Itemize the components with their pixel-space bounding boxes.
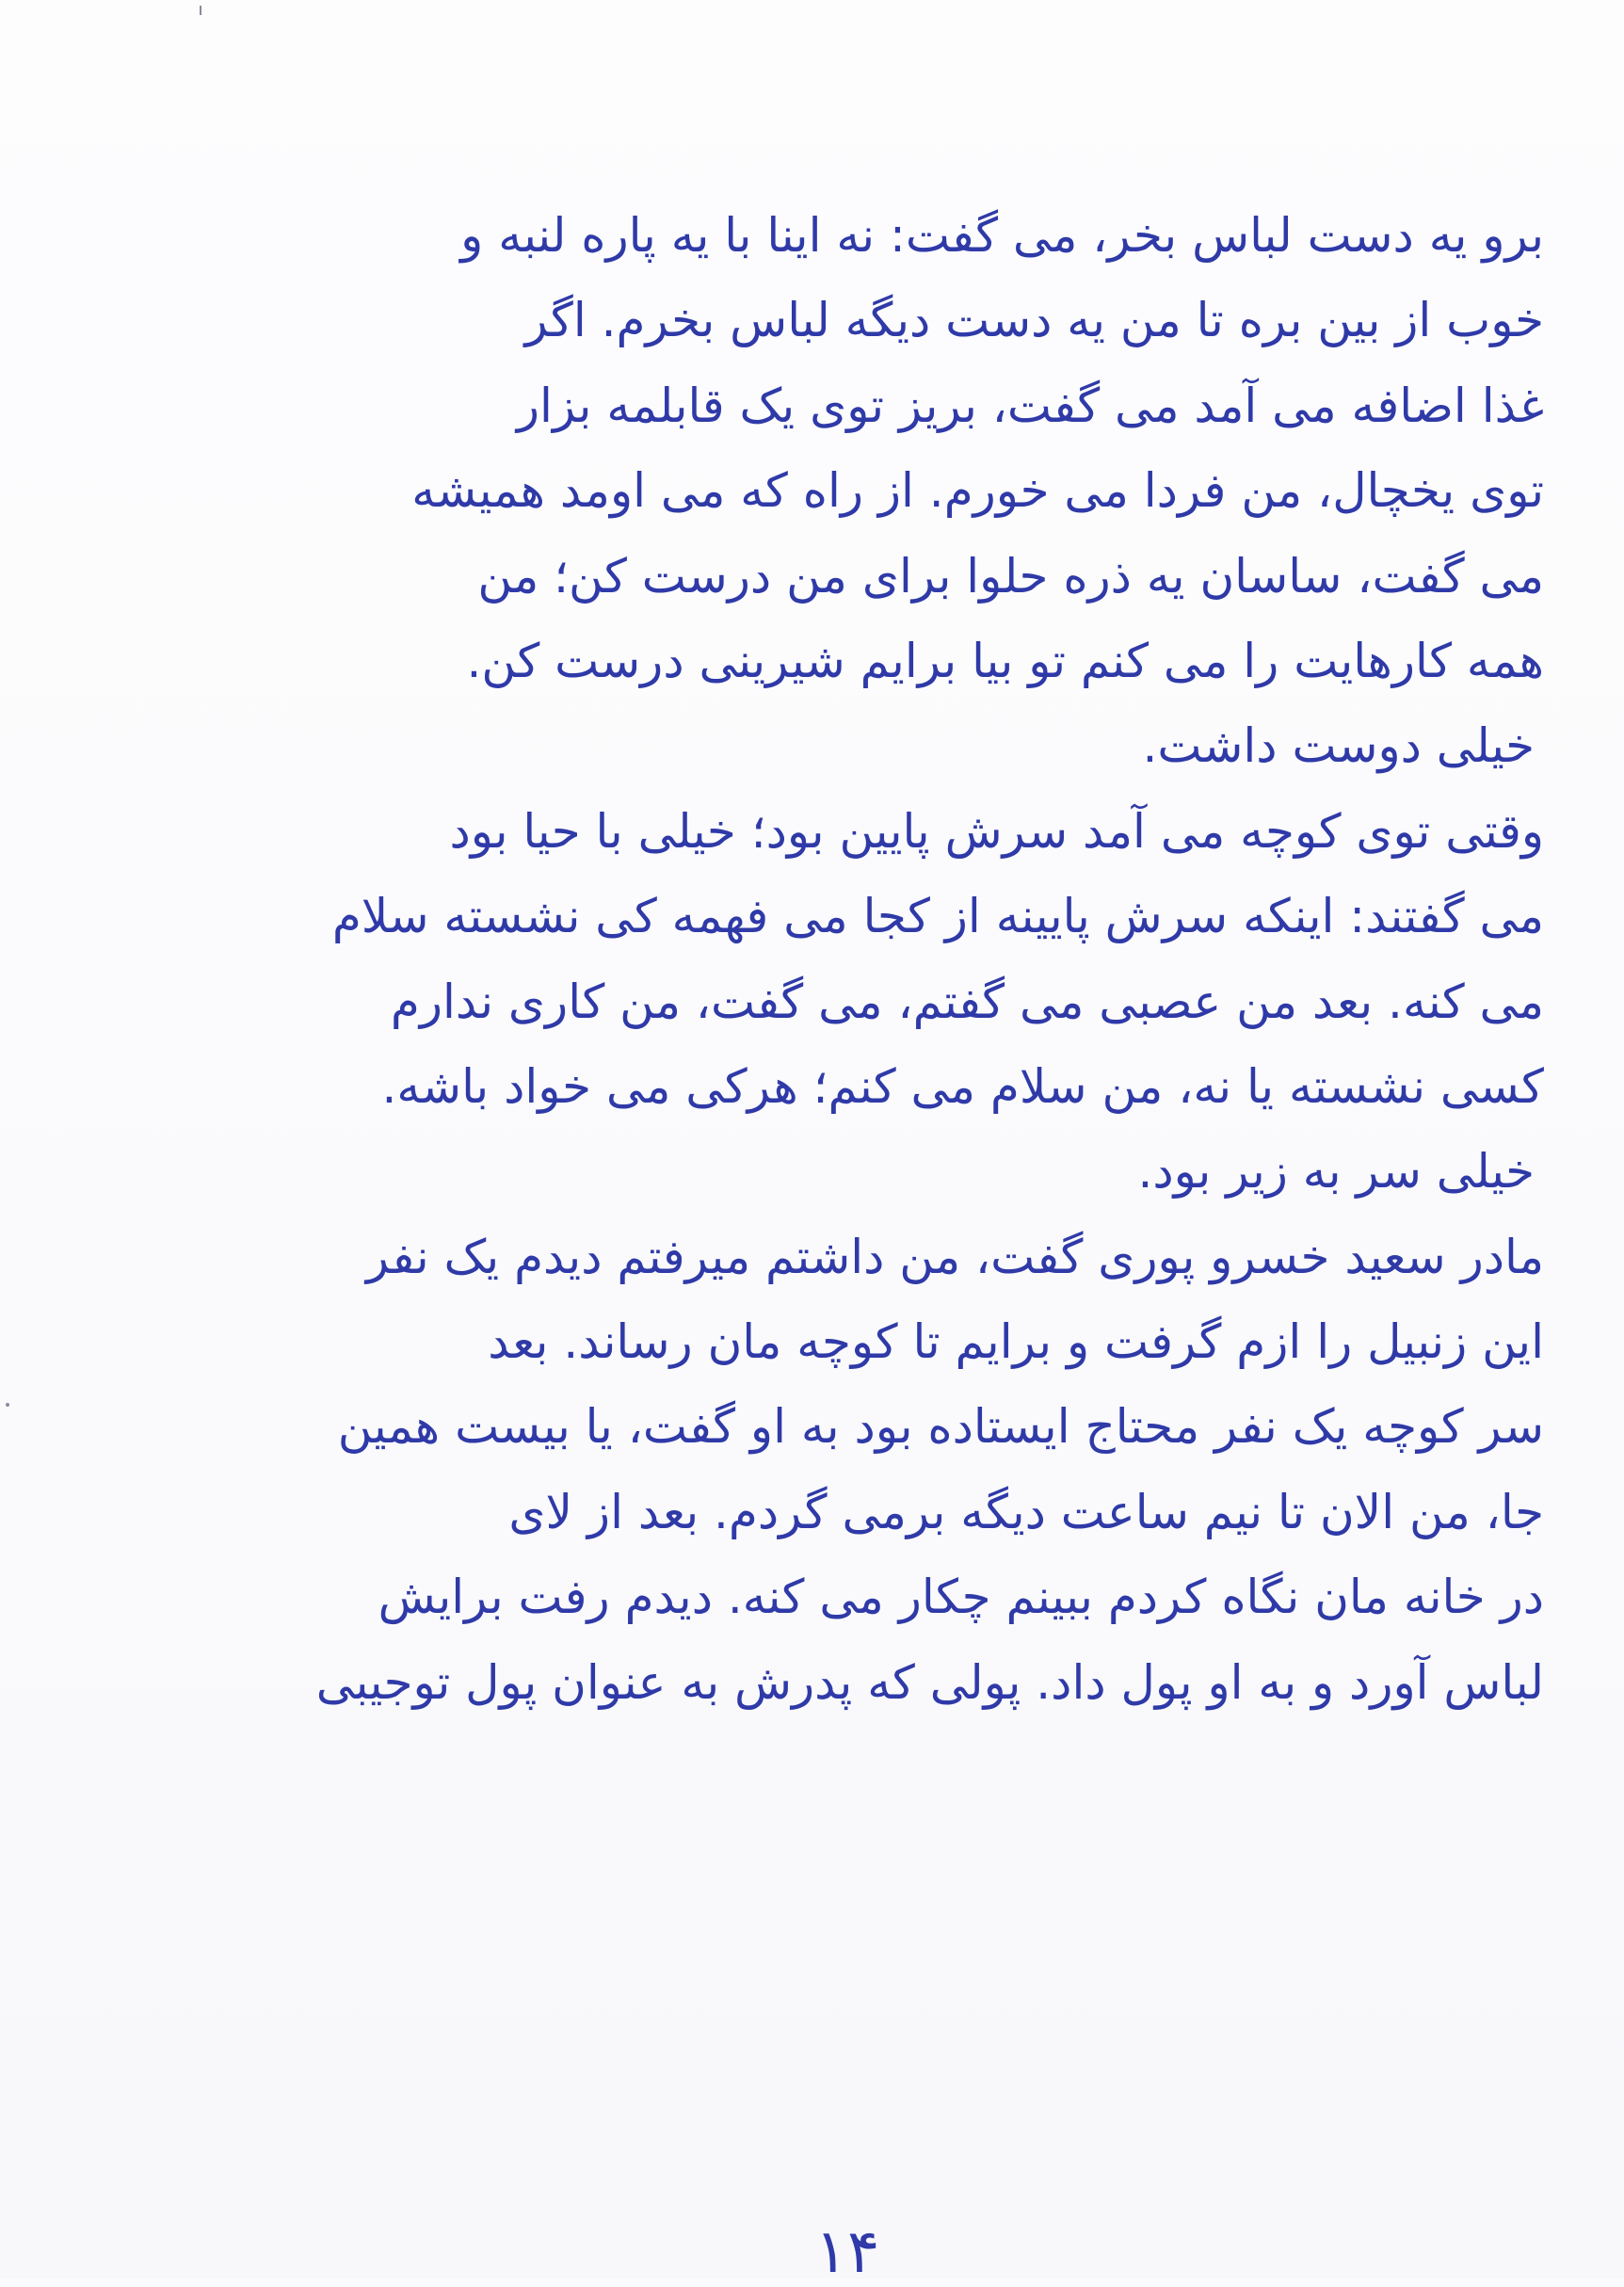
text-line: کسی نشسته یا نه، من سلام می کنم؛ هرکی می خواد باشه.: [381, 1058, 1544, 1114]
page-number: ۱۴: [814, 2217, 880, 2287]
text-line: لباس آورد و به او پول داد. پولی که پدرش به عنوان پول توجیبی: [315, 1654, 1544, 1710]
text-line: برو یه دست لباس بخر، می گفت: نه اینا با یه پاره لنبه و: [460, 208, 1544, 263]
handwritten-text-block: [19, 193, 1572, 1725]
text-line: می گفت، ساسان یه ذره حلوا برای من درست کن؛ من: [477, 548, 1544, 604]
text-line: توی یخچال، من فردا می خورم. از راه که می اومد همیشه: [411, 463, 1544, 519]
text-line: مادر سعید خسرو پوری گفت، من داشتم میرفتم دیدم یک نفر: [365, 1229, 1544, 1284]
text-line: خیلی دوست داشت.: [1142, 718, 1535, 774]
text-line: همه کارهایت را می کنم تو بیا برایم شیرینی درست کن.: [466, 633, 1544, 688]
text-line: وقتی توی کوچه می آمد سرش پایین بود؛ خیلی با حیا بود: [449, 803, 1544, 859]
margin-dot: [6, 1403, 9, 1407]
text-line: این زنبیل را ازم گرفت و برایم تا کوچه مان رساند. بعد: [488, 1314, 1544, 1370]
text-line: می گفتند: اینکه سرش پایینه از کجا می فهمه کی نشسته سلام: [331, 889, 1544, 944]
text-line: غذا اضافه می آمد می گفت، بریز توی یک قابلمه بزار: [516, 378, 1544, 433]
text-line: سر کوچه یک نفر محتاج ایستاده بود به او گفت، یا بیست همین: [337, 1399, 1544, 1455]
text-line: خیلی سر به زیر بود.: [1137, 1144, 1535, 1200]
text-line: می کنه. بعد من عصبی می گفتم، می گفت، من کاری ندارم: [390, 974, 1544, 1029]
text-line: در خانه مان نگاه کردم ببینم چکار می کنه. دیدم رفت برایش: [378, 1570, 1544, 1625]
text-line: خوب از بین بره تا من یه دست دیگه لباس بخرم. اگر: [524, 293, 1544, 348]
paper-mark: [200, 6, 201, 15]
text-line: جا، من الان تا نیم ساعت دیگه برمی گردم. بعد از لای: [508, 1484, 1544, 1539]
